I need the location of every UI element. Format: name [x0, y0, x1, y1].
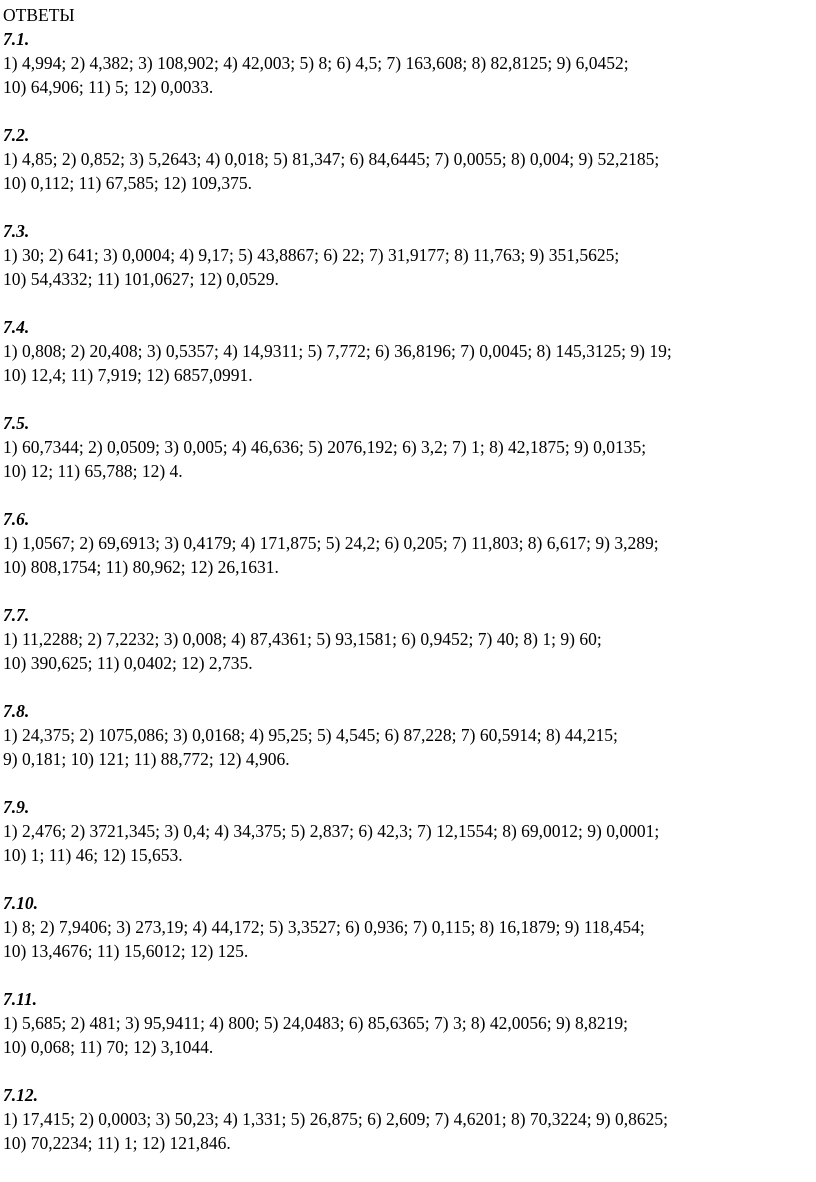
answer-line: 1) 11,2288; 2) 7,2232; 3) 0,008; 4) 87,4361; 5) 93,1581; 6) 0,9452; 7) 40; 8) 1; 9) 60;: [3, 629, 602, 649]
section-7-3: [3, 219, 816, 315]
answer-line: 10) 64,906; 11) 5; 12) 0,0033.: [3, 77, 214, 97]
answer-line: 9) 0,181; 10) 121; 11) 88,772; 12) 4,906.: [3, 749, 290, 769]
answer-line: 1) 4,85; 2) 0,852; 3) 5,2643; 4) 0,018; 5) 81,347; 6) 84,6445; 7) 0,0055; 8) 0,004; 9) 52,2185;: [3, 149, 660, 169]
section-title: 7.3.: [3, 221, 30, 241]
section-spacer: [3, 675, 816, 699]
section-title: 7.11.: [3, 989, 38, 1009]
section-7-2: [3, 123, 816, 219]
section-7-7: [3, 603, 816, 699]
answer-line: 1) 1,0567; 2) 69,6913; 3) 0,4179; 4) 171,875; 5) 24,2; 6) 0,205; 7) 11,803; 8) 6,617; 9) 3,289;: [3, 533, 659, 553]
section-title: 7.6.: [3, 509, 30, 529]
answer-line: 1) 0,808; 2) 20,408; 3) 0,5357; 4) 14,9311; 5) 7,772; 6) 36,8196; 7) 0,0045; 8) 145,3125; 9) 19;: [3, 341, 672, 361]
answer-line: 1) 8; 2) 7,9406; 3) 273,19; 4) 44,172; 5) 3,3527; 6) 0,936; 7) 0,115; 8) 16,1879; 9) 118,454;: [3, 917, 645, 937]
section-spacer: [3, 483, 816, 507]
section-spacer: [3, 99, 816, 123]
section-spacer: [3, 291, 816, 315]
answer-line: 1) 30; 2) 641; 3) 0,0004; 4) 9,17; 5) 43,8867; 6) 22; 7) 31,9177; 8) 11,763; 9) 351,5625;: [3, 245, 620, 265]
section-title: 7.9.: [3, 797, 30, 817]
section-7-1: [3, 27, 816, 123]
answer-line: 1) 60,7344; 2) 0,0509; 3) 0,005; 4) 46,636; 5) 2076,192; 6) 3,2; 7) 1; 8) 42,1875; 9) 0,0135;: [3, 437, 647, 457]
section-title: 7.8.: [3, 701, 30, 721]
section-spacer: [3, 387, 816, 411]
answer-line: 10) 70,2234; 11) 1; 12) 121,846.: [3, 1133, 231, 1153]
section-7-11: [3, 987, 816, 1083]
answer-line: 1) 17,415; 2) 0,0003; 3) 50,23; 4) 1,331; 5) 26,875; 6) 2,609; 7) 4,6201; 8) 70,3224; 9) 0,8625;: [3, 1109, 668, 1129]
section-spacer: [3, 1059, 816, 1083]
section-7-6: [3, 507, 816, 603]
answer-line: 10) 0,068; 11) 70; 12) 3,1044.: [3, 1037, 214, 1057]
section-spacer: [3, 195, 816, 219]
section-7-4: [3, 315, 816, 411]
answer-line: 10) 390,625; 11) 0,0402; 12) 2,735.: [3, 653, 253, 673]
answer-line: 10) 12,4; 11) 7,919; 12) 6857,0991.: [3, 365, 253, 385]
answer-line: 1) 2,476; 2) 3721,345; 3) 0,4; 4) 34,375; 5) 2,837; 6) 42,3; 7) 12,1554; 8) 69,0012; 9) 0,0001;: [3, 821, 660, 841]
answer-line: 10) 12; 11) 65,788; 12) 4.: [3, 461, 183, 481]
section-7-10: [3, 891, 816, 987]
section-spacer: [3, 867, 816, 891]
answer-line: 1) 5,685; 2) 481; 3) 95,9411; 4) 800; 5) 24,0483; 6) 85,6365; 7) 3; 8) 42,0056; 9) 8,8219;: [3, 1013, 628, 1033]
answer-line: 10) 54,4332; 11) 101,0627; 12) 0,0529.: [3, 269, 279, 289]
answer-line: 10) 13,4676; 11) 15,6012; 12) 125.: [3, 941, 249, 961]
document-title: ОТВЕТЫ: [3, 5, 75, 25]
answer-line: 10) 0,112; 11) 67,585; 12) 109,375.: [3, 173, 253, 193]
section-title: 7.4.: [3, 317, 30, 337]
section-spacer: [3, 771, 816, 795]
section-spacer: [3, 963, 816, 987]
answer-line: 10) 1; 11) 46; 12) 15,653.: [3, 845, 183, 865]
section-7-9: [3, 795, 816, 891]
section-7-8: [3, 699, 816, 795]
answer-line: 10) 808,1754; 11) 80,962; 12) 26,1631.: [3, 557, 279, 577]
section-title: 7.2.: [3, 125, 30, 145]
section-title: 7.7.: [3, 605, 30, 625]
answer-line: 1) 24,375; 2) 1075,086; 3) 0,0168; 4) 95,25; 5) 4,545; 6) 87,228; 7) 60,5914; 8) 44,215;: [3, 725, 618, 745]
section-7-5: [3, 411, 816, 507]
section-title: 7.12.: [3, 1085, 38, 1105]
answer-line: 1) 4,994; 2) 4,382; 3) 108,902; 4) 42,003; 5) 8; 6) 4,5; 7) 163,608; 8) 82,8125; 9) 6,0452;: [3, 53, 629, 73]
section-title: 7.5.: [3, 413, 30, 433]
section-title: 7.10.: [3, 893, 38, 913]
section-7-12: [3, 1083, 816, 1155]
section-title: 7.1.: [3, 29, 30, 49]
section-spacer: [3, 579, 816, 603]
